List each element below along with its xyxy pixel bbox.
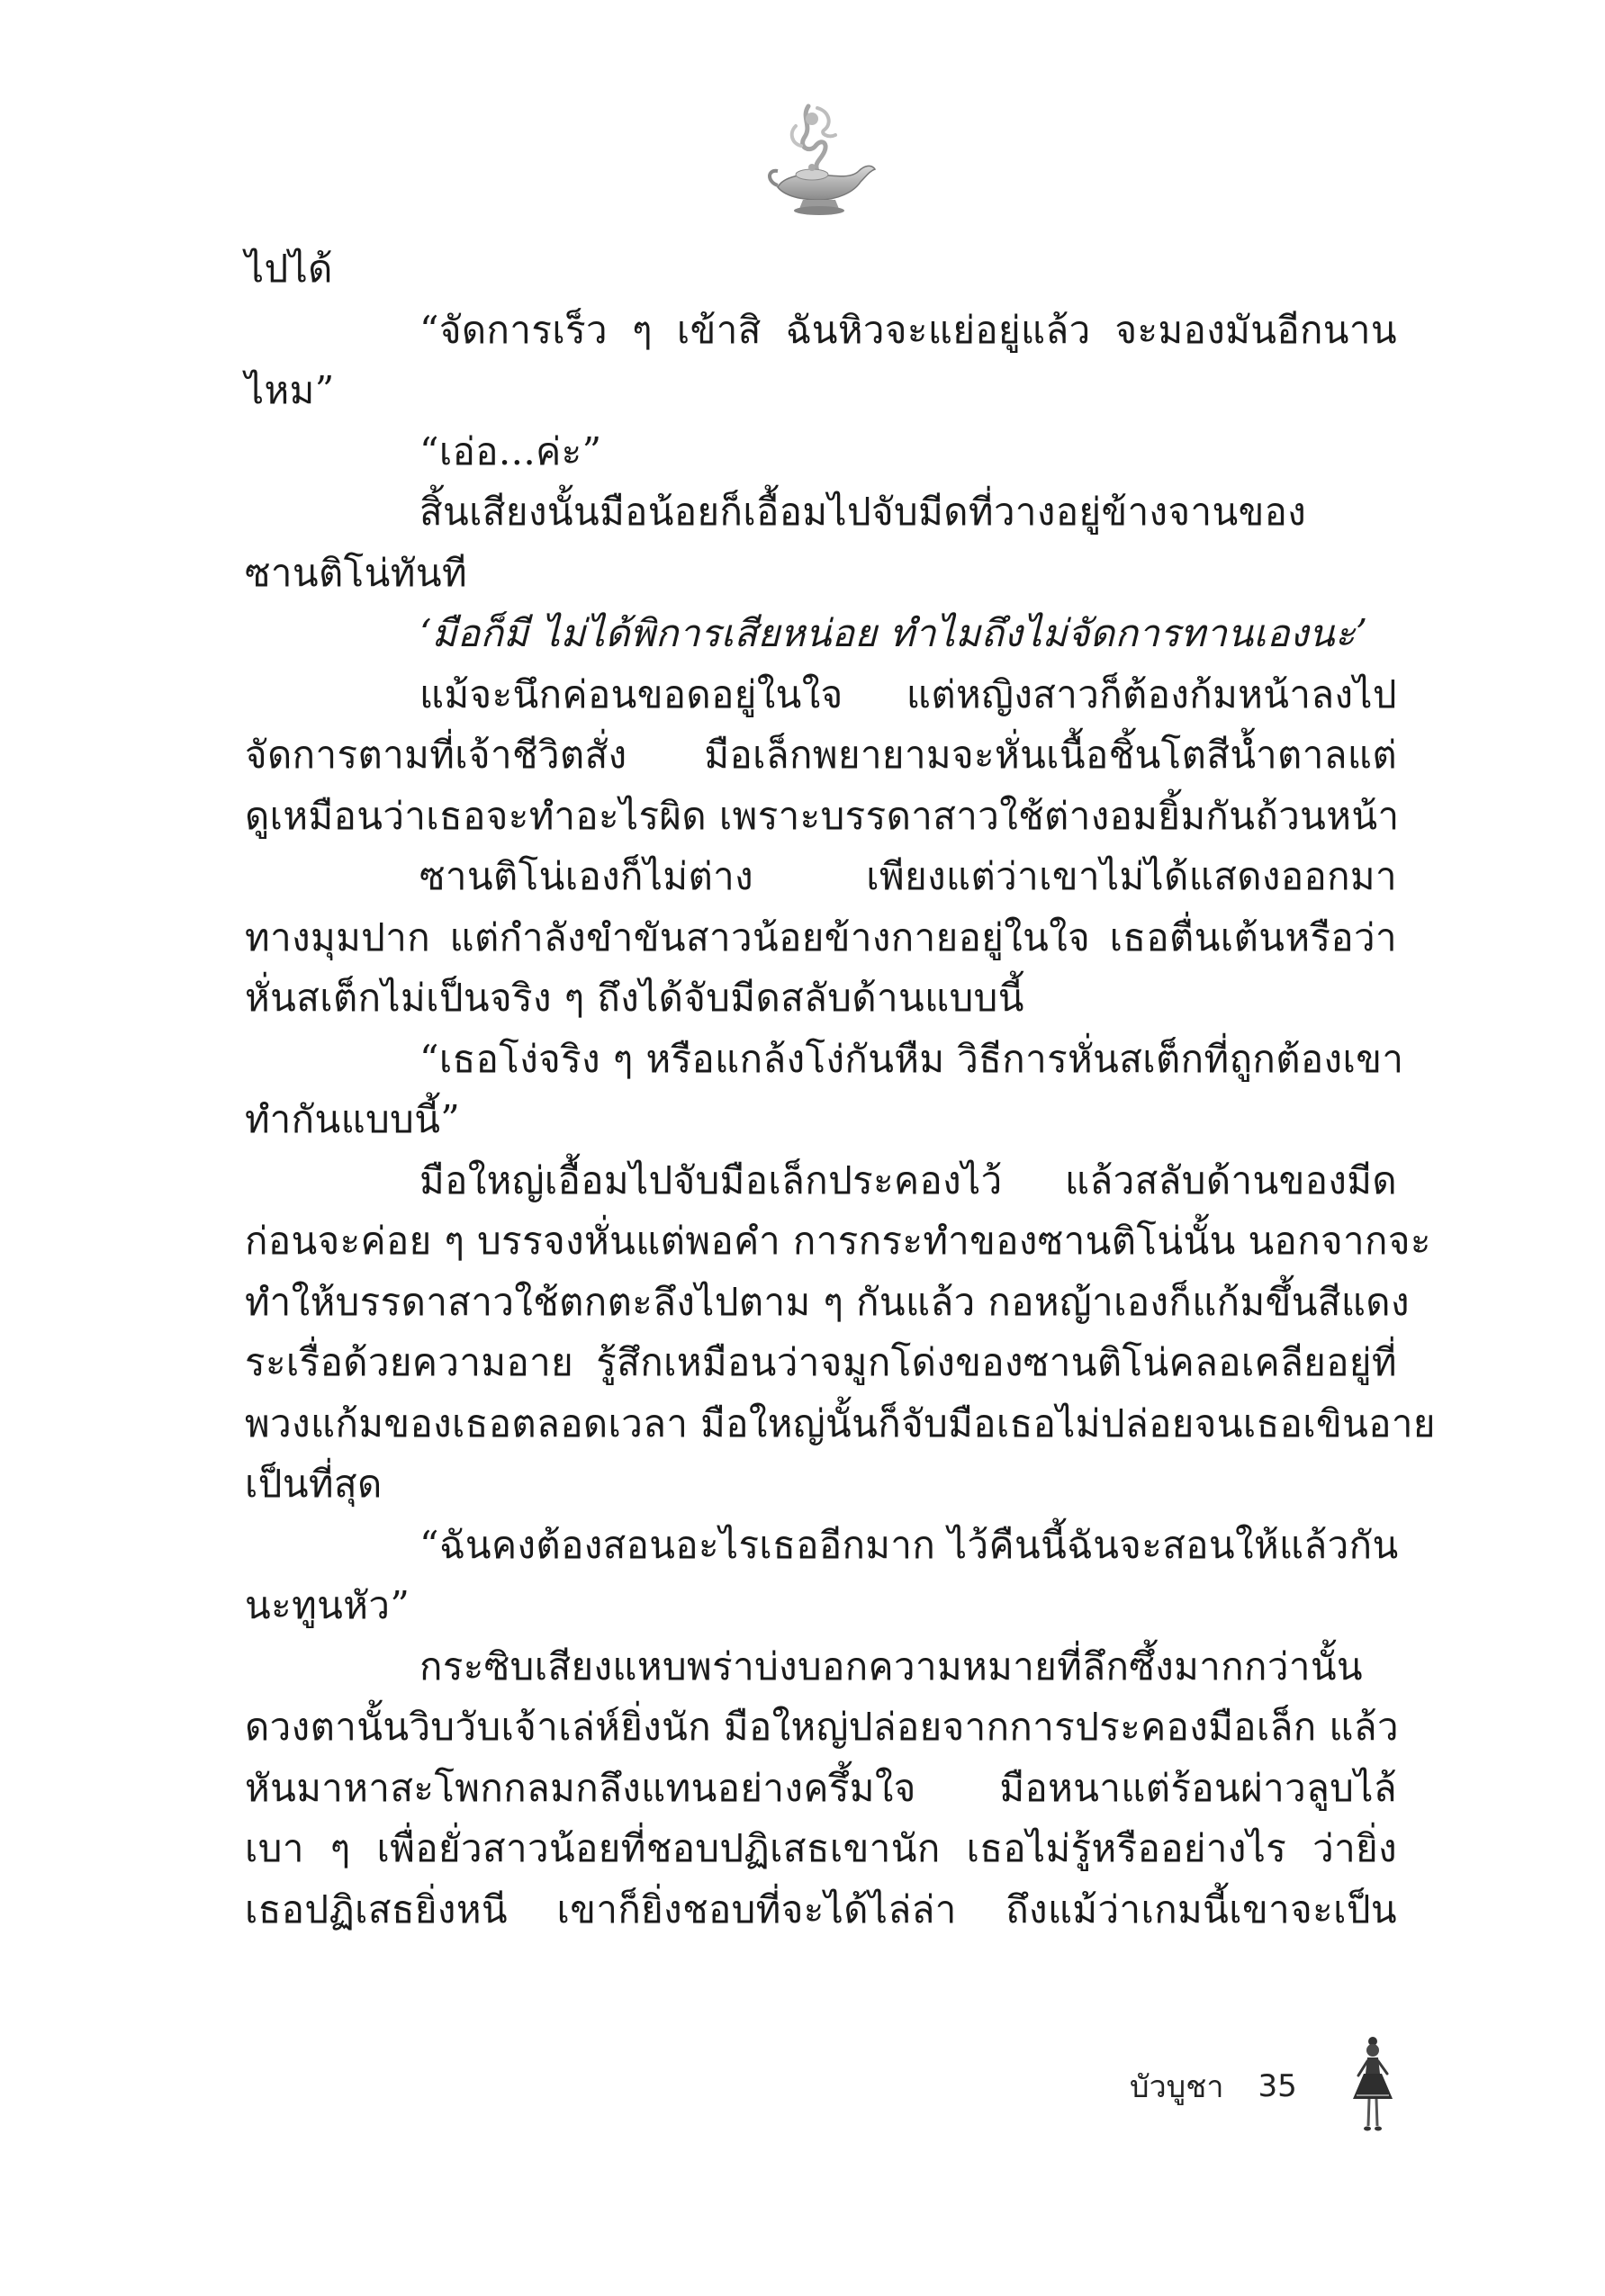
- text-line: ไปได้: [245, 247, 333, 291]
- text-line: ระเรื่อด้วยความอาย รู้สึกเหมือนว่าจมูกโด่งของซานติโน่คลอเคลียอยู่ที่: [245, 1340, 1397, 1384]
- text-line: ดูเหมือนว่าเธอจะทำอะไรผิด เพราะบรรดาสาวใช้ต่างอมยิ้มกันถ้วนหน้า: [245, 793, 1400, 838]
- text-line: ทำให้บรรดาสาวใช้ตกตะลึงไปตาม ๆ กันแล้ว กอหญ้าเองก็แก้มขึ้นสีแดง: [245, 1279, 1410, 1324]
- text-line: ทำกันแบบนี้”: [245, 1097, 461, 1141]
- text-line: หั่นสเต็กไม่เป็นจริง ๆ ถึงได้จับมีดสลับด้านแบบนี้: [245, 976, 1024, 1020]
- text-line: เธอปฏิเสธยิ่งหนี เขาก็ยิ่งชอบที่จะได้ไล่ล่า ถึงแม้ว่าเกมนี้เขาจะเป็น: [245, 1886, 1397, 1931]
- text-line: มือใหญ่เอื้อมไปจับมือเล็กประคองไว้ แล้วสลับด้านของมีด: [419, 1157, 1397, 1202]
- text-line: ซานติโน่เองก็ไม่ต่าง เพียงแต่ว่าเขาไม่ได้แสดงออกมา: [419, 854, 1397, 898]
- text-line: ‘มือก็มี ไม่ได้พิการเสียหน่อย ทำไมถึงไม่จัดการทานเองนะ’: [419, 611, 1368, 655]
- text-line: “เธอโง่จริง ๆ หรือแกล้งโง่กันหืม วิธีการหั่นสเต็กที่ถูกต้องเขา: [419, 1036, 1404, 1081]
- text-line: ไหม”: [245, 368, 335, 412]
- text-line: เป็นที่สุด: [245, 1462, 383, 1506]
- text-line: หันมาหาสะโพกกลมกลึงแทนอย่างครึ้มใจ มือหนาแต่ร้อนผ่าวลูบไล้: [245, 1765, 1397, 1810]
- girl-figure-icon: [1346, 2032, 1400, 2140]
- text-line: เบา ๆ เพื่อยั่วสาวน้อยที่ชอบปฏิเสธเขานัก เธอไม่รู้หรืออย่างไร ว่ายิ่ง: [245, 1826, 1397, 1870]
- text-line: “ฉันคงต้องสอนอะไรเธออีกมาก ไว้คืนนี้ฉันจะสอนให้แล้วกัน: [419, 1522, 1399, 1567]
- text-line: พวงแก้มของเธอตลอดเวลา มือใหญ่นั้นก็จับมือเธอไม่ปล่อยจนเธอเขินอาย: [245, 1400, 1436, 1445]
- text-line: ก่อนจะค่อย ๆ บรรจงหั่นแต่พอคำ การกระทำของซานติโน่นั้น นอกจากจะ: [245, 1219, 1431, 1263]
- text-line: นะทูนหัว”: [245, 1583, 410, 1627]
- main-text: [245, 239, 1436, 1940]
- page-footer: [1130, 2059, 1297, 2113]
- page-number: 35: [1258, 2068, 1297, 2104]
- text-line: จัดการตามที่เจ้าชีวิตสั่ง มือเล็กพยายามจะหั่นเนื้อชิ้นโตสีน้ำตาลแต่: [245, 733, 1397, 777]
- text-line: ซานติโน่ทันที: [245, 550, 468, 595]
- author-name: บัวบูชา: [1130, 2069, 1224, 2105]
- text-line: “เอ่อ...ค่ะ”: [419, 428, 602, 473]
- text-line: “จัดการเร็ว ๆ เข้าสิ ฉันหิวจะแย่อยู่แล้ว จะมองมันอีกนาน: [419, 307, 1397, 352]
- text-line: กระซิบเสียงแหบพร่าบ่งบอกความหมายที่ลึกซึ้งมากกว่านั้น: [419, 1643, 1364, 1688]
- text-line: ทางมุมปาก แต่กำลังขำขันสาวน้อยข้างกายอยู่ในใจ เธอตื่นเต้นหรือว่า: [245, 914, 1397, 959]
- text-line: ดวงตานั้นวิบวับเจ้าเล่ห์ยิ่งนัก มือใหญ่ปล่อยจากการประคองมือเล็ก แล้ว: [245, 1705, 1399, 1749]
- text-line: แม้จะนึกค่อนขอดอยู่ในใจ แต่หญิงสาวก็ต้องก้มหน้าลงไป: [419, 671, 1397, 716]
- genie-lamp-icon: [765, 99, 878, 225]
- text-line: สิ้นเสียงนั้นมือน้อยก็เอื้อมไปจับมีดที่วางอยู่ข้างจานของ: [419, 490, 1307, 534]
